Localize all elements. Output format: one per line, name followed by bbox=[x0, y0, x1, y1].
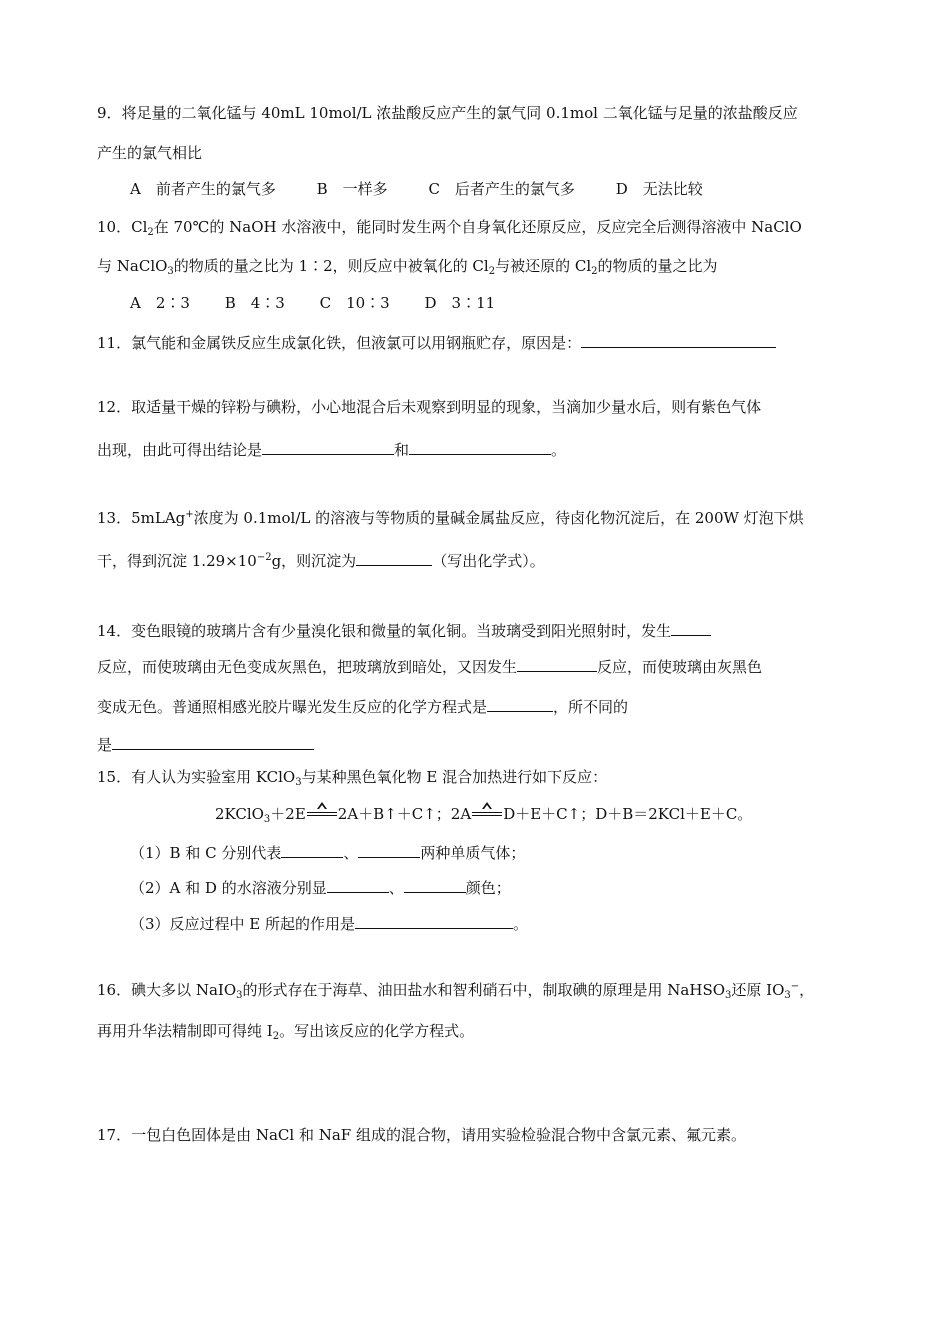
q15-blank-b[interactable] bbox=[281, 841, 343, 858]
q9-option-a: A 前者产生的氯气多 bbox=[130, 180, 276, 198]
q12-line1: 12．取适量干燥的锌粉与碘粉，小心地混合后未观察到明显的现象，当滴加少量水后，则有紫色气体 bbox=[97, 398, 762, 416]
q14-blank-4[interactable] bbox=[112, 733, 314, 750]
q16-line2: 再用升华法精制即可得纯 $I_2$。写出该反应的化学方程式。 bbox=[97, 1022, 475, 1042]
q14-line2: 反应，而使玻璃由无色变成灰黑色，把玻璃放到暗处，又因发生 反应，而使玻璃由灰黑色 bbox=[97, 655, 762, 677]
q14-blank-3[interactable] bbox=[487, 695, 553, 712]
q10-options bbox=[130, 293, 495, 313]
q15-sub1: （1）B 和 C 分别代表 、 两种单质气体； bbox=[130, 841, 525, 863]
q10-option-d: D 3∶11 bbox=[424, 294, 496, 312]
q14-blank-1[interactable] bbox=[671, 619, 711, 636]
q9-option-b: B 一样多 bbox=[316, 180, 388, 198]
q14-line1: 14．变色眼镜的玻璃片含有少量溴化银和微量的氧化铜。当玻璃受到阳光照射时，发生 bbox=[97, 619, 711, 641]
q10-option-c: C 10∶3 bbox=[319, 294, 390, 312]
q10-line2: 与 NaClO$_3$的物质的量之比为 1∶2，则反应中被氧化的 $Cl_2$与被还原的 $Cl_2$的物质的量之比为 bbox=[97, 257, 718, 277]
heating-equals-sign-icon bbox=[472, 806, 502, 820]
q15-blank-e-role[interactable] bbox=[355, 912, 513, 929]
q15-sub2: （2）A 和 D 的水溶液分别显 、 颜色； bbox=[130, 876, 511, 898]
q9-option-d: D 无法比较 bbox=[615, 180, 703, 198]
q10-option-b: B 4∶3 bbox=[224, 294, 285, 312]
q11-line: 11．氯气能和金属铁反应生成氯化铁，但液氯可以用钢瓶贮存，原因是： bbox=[97, 331, 776, 353]
q12-blank-2[interactable] bbox=[409, 438, 551, 455]
q14-blank-2[interactable] bbox=[517, 655, 597, 672]
q15-blank-d-color[interactable] bbox=[404, 876, 466, 893]
q15-blank-a-color[interactable] bbox=[327, 876, 389, 893]
q11-answer-blank[interactable] bbox=[581, 331, 776, 348]
q14-line4: 是 bbox=[97, 733, 314, 755]
q16-line1: 16．碘大多以 NaIO$_3$的形式存在于海草、油田盐水和智利硝石中，制取碘的原理是用 NaHSO$_3$还原 $IO_3^-$， bbox=[97, 981, 815, 1001]
q15-blank-c[interactable] bbox=[358, 841, 420, 858]
q15-sub3: （3）反应过程中 E 所起的作用是 。 bbox=[130, 912, 528, 934]
q9-option-c: C 后者产生的氯气多 bbox=[428, 180, 575, 198]
q15-equation: 2KClO$_3$＋2E 2A＋B↑＋C↑；2A D＋E＋C↑；D＋B＝2KCl＋E＋C。 bbox=[215, 804, 752, 824]
q13-line2: 干，得到沉淀 $1.29\times 10^{-2}g$，则沉淀为 （写出化学式）。 bbox=[97, 549, 545, 571]
q12-line2: 出现，由此可得出结论是 和 。 bbox=[97, 438, 566, 460]
q13-line1: 13．5mLAg+浓度为 0.1mol/L 的溶液与等物质的量碱金属盐反应，待卤化物沉淀后，在 200W 灯泡下烘 bbox=[97, 509, 804, 527]
q13-answer-blank[interactable] bbox=[356, 549, 432, 566]
q12-blank-1[interactable] bbox=[262, 438, 394, 455]
heating-equals-sign-icon bbox=[307, 806, 337, 820]
q14-line3: 变成无色。普通照相感光胶片曝光发生反应的化学方程式是 ，所不同的 bbox=[97, 695, 628, 717]
q9-options bbox=[130, 179, 703, 199]
q10-line1: 10．$Cl_2$在 70℃的 NaOH 水溶液中，能同时发生两个自身氧化还原反应，反应完全后测得溶液中 NaClO bbox=[97, 218, 802, 238]
q15-intro: 15．有人认为实验室用 KClO$_3$与某种黑色氧化物 E 混合加热进行如下反应： bbox=[97, 768, 608, 788]
q9-line1: 9．将足量的二氧化锰与 40mL 10mol/L 浓盐酸反应产生的氯气同 0.1mol 二氧化锰与足量的浓盐酸反应 bbox=[97, 104, 798, 122]
q17-line: 17．一包白色固体是由 NaCl 和 NaF 组成的混合物，请用实验检验混合物中含氯元素、氟元素。 bbox=[97, 1126, 746, 1144]
q9-line2: 产生的氯气相比 bbox=[97, 144, 203, 162]
q10-option-a: A 2∶3 bbox=[130, 294, 190, 312]
